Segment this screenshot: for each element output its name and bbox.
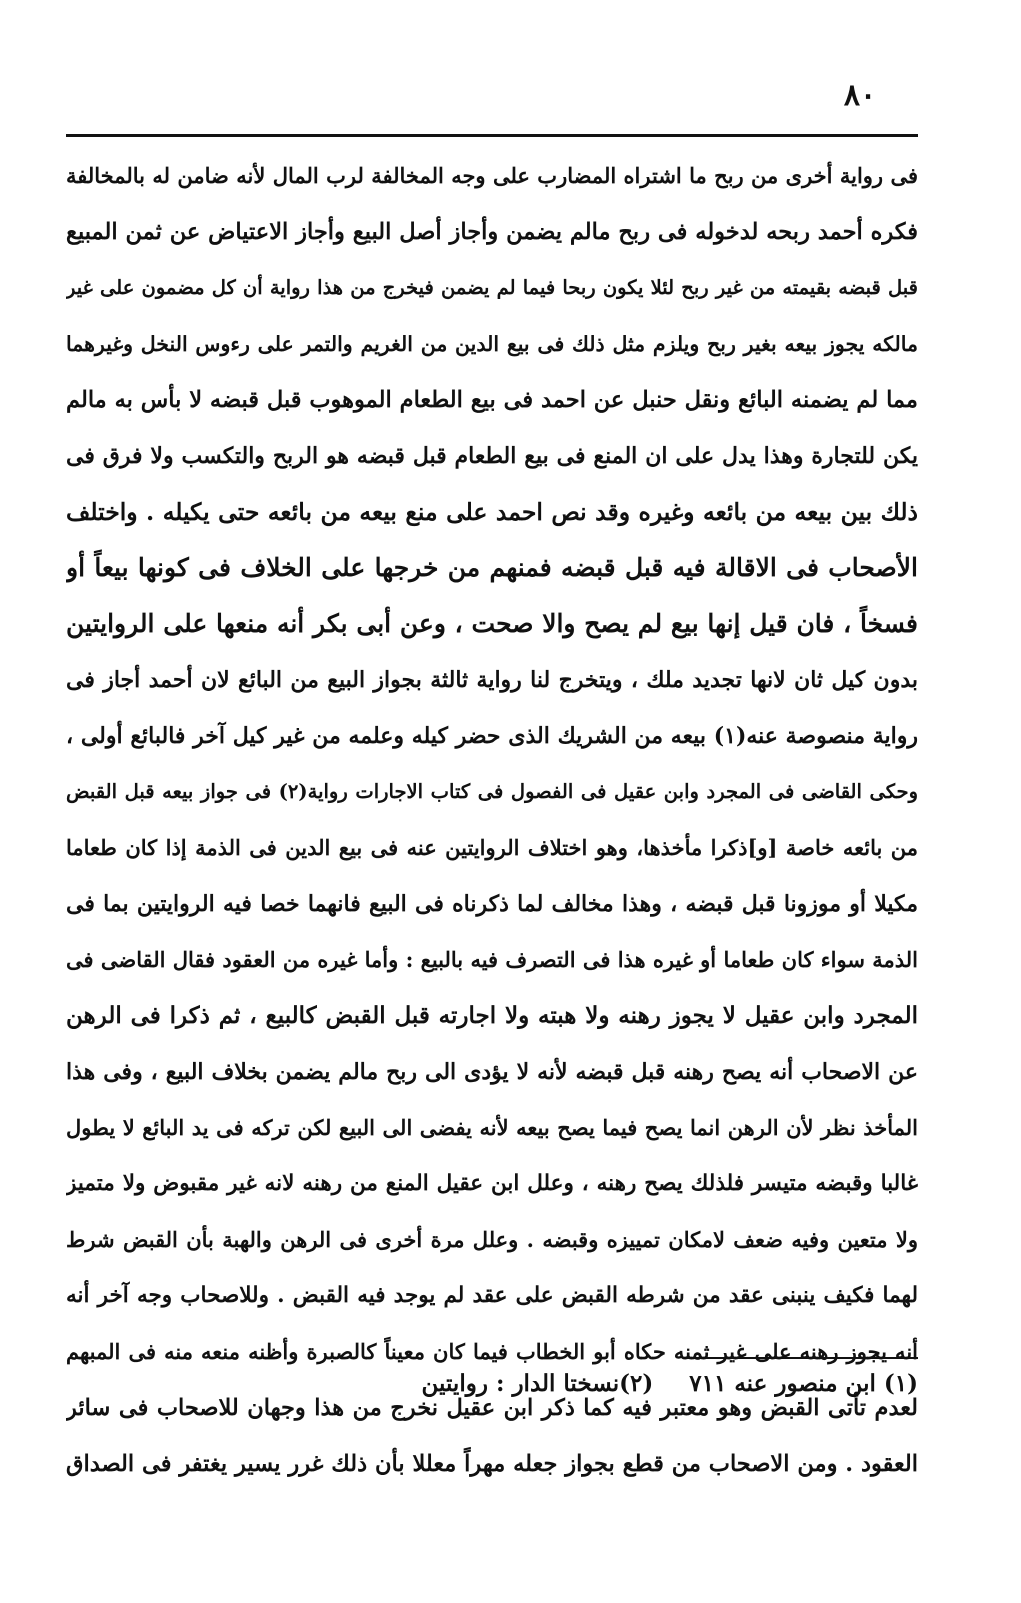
text-line: عن الاصحاب أنه يصح رهنه قبل قبضه لأنه لا يؤدى الى ربح مالم يضمن بخلاف البيع ، وفى هذا bbox=[66, 1059, 918, 1085]
text-line: لعدم تأتى القبض وهو معتبر فيه كما ذكر ابن عقيل نخرج من هذا وجهان للاصحاب فى سائر bbox=[66, 1395, 918, 1421]
text-line: المجرد وابن عقيل لا يجوز رهنه ولا هبته ولا اجارته قبل القبض كالبيع ، ثم ذكرا فى الرهن bbox=[66, 1002, 918, 1029]
text-line: المأخذ نظر لأن الرهن انما يصح فيما يصح بيعه لأنه يفضى الى البيع لكن تركه فى يد البائع لا يطول bbox=[66, 1115, 918, 1140]
body-text bbox=[66, 148, 918, 1492]
page-number: ٨٠ bbox=[843, 78, 877, 113]
footnotes bbox=[422, 1364, 918, 1404]
footnote-2: (٢)نسختا الدار : روايتين bbox=[421, 1370, 654, 1397]
footnote-rule bbox=[686, 1357, 918, 1359]
footnote-1: (١) ابن منصور عنه ٧١١ bbox=[689, 1370, 918, 1397]
text-line: مما لم يضمنه البائع ونقل حنبل عن احمد فى بيع الطعام الموهوب قبل قبضه لا بأس به مالم bbox=[66, 387, 918, 413]
text-line: فكره أحمد ربحه لدخوله فى ربح مالم يضمن وأجاز أصل البيع وأجاز الاعتياض عن ثمن المبيع bbox=[66, 219, 918, 245]
text-line: يكن للتجارة وهذا يدل على ان المنع فى بيع الطعام قبل قبضه هو الربح والتكسب ولا فرق فى bbox=[66, 443, 918, 469]
text-line: غالبا وقبضه متيسر فلذلك يصح رهنه ، وعلل ابن عقيل المنع من رهنه لانه غير مقبوض ولا متميز bbox=[66, 1171, 918, 1196]
text-line: مكيلا أو موزونا قبل قبضه ، وهذا مخالف لما ذكرناه فى البيع فانهما خصا فيه الروايتين بما فى bbox=[66, 891, 918, 917]
text-line: فى رواية أخرى من ربح ما اشتراه المضارب على وجه المخالفة لرب المال لأنه ضامن له بالمخالفة bbox=[66, 163, 918, 188]
text-line: الأصحاب فى الاقالة فيه قبل قبضه فمنهم من خرجها على الخلاف فى كونها بيعاً أو bbox=[66, 553, 918, 582]
text-line: العقود . ومن الاصحاب من قطع بجواز جعله مهراً معللا بأن ذلك غرر يسير يغتفر فى الصداق bbox=[66, 1451, 918, 1477]
header-rule bbox=[66, 134, 918, 137]
text-line: فسخاً ، فان قيل إنها بيع لم يصح والا صحت ، وعن أبى بكر أنه منعها على الروايتين bbox=[66, 609, 918, 638]
text-line: الذمة سواء كان طعاما أو غيره هذا فى التصرف فيه بالبيع : وأما غيره من العقود فقال القاضى فى bbox=[66, 947, 918, 972]
text-line: بدون كيل ثان لانها تجديد ملك ، ويتخرج لنا رواية ثالثة بجواز البيع من البائع لان أحمد أجاز فى bbox=[66, 667, 918, 693]
text-line: لهما فكيف ينبنى عقد من شرطه القبض على عقد لم يوجد فيه القبض . وللاصحاب وجه آخر أنه bbox=[66, 1283, 918, 1308]
text-line: قبل قبضه بقيمته من غير ربح لئلا يكون ربحا فيما لم يضمن فيخرج من هذا رواية أن كل مضمون على غير bbox=[66, 276, 918, 299]
text-line: ولا متعين وفيه ضعف لامكان تمييزه وقبضه . وعلل مرة أخرى فى الرهن والهبة بأن القبض شرط bbox=[66, 1227, 918, 1252]
text-line: رواية منصوصة عنه(١) بيعه من الشريك الذى حضر كيله وعلمه من غير كيل آخر فالبائع أولى ، bbox=[66, 723, 918, 749]
text-line: وحكى القاضى فى المجرد وابن عقيل فى الفصول فى كتاب الاجارات رواية(٢) فى جواز بيعه قبل القبض bbox=[66, 780, 918, 803]
text-line: مالكه يجوز بيعه بغير ربح ويلزم مثل ذلك فى بيع الدين من الغريم والتمر على رءوس النخل وغيرهما bbox=[66, 332, 918, 356]
text-line: أنه يجوز رهنه على غير ثمنه حكاه أبو الخطاب فيما كان معيناً كالصبرة وأظنه منعه منه فى المبهم bbox=[66, 1339, 918, 1364]
text-line: ذلك بين بيعه من بائعه وغيره وقد نص احمد على منع بيعه من بائعه حتى يكيله . واختلف bbox=[66, 498, 918, 526]
text-line: من بائعه خاصة [و]ذكرا مأخذها، وهو اختلاف الروايتين عنه فى بيع الدين فى الذمة إذا كان طعاما bbox=[66, 835, 918, 860]
